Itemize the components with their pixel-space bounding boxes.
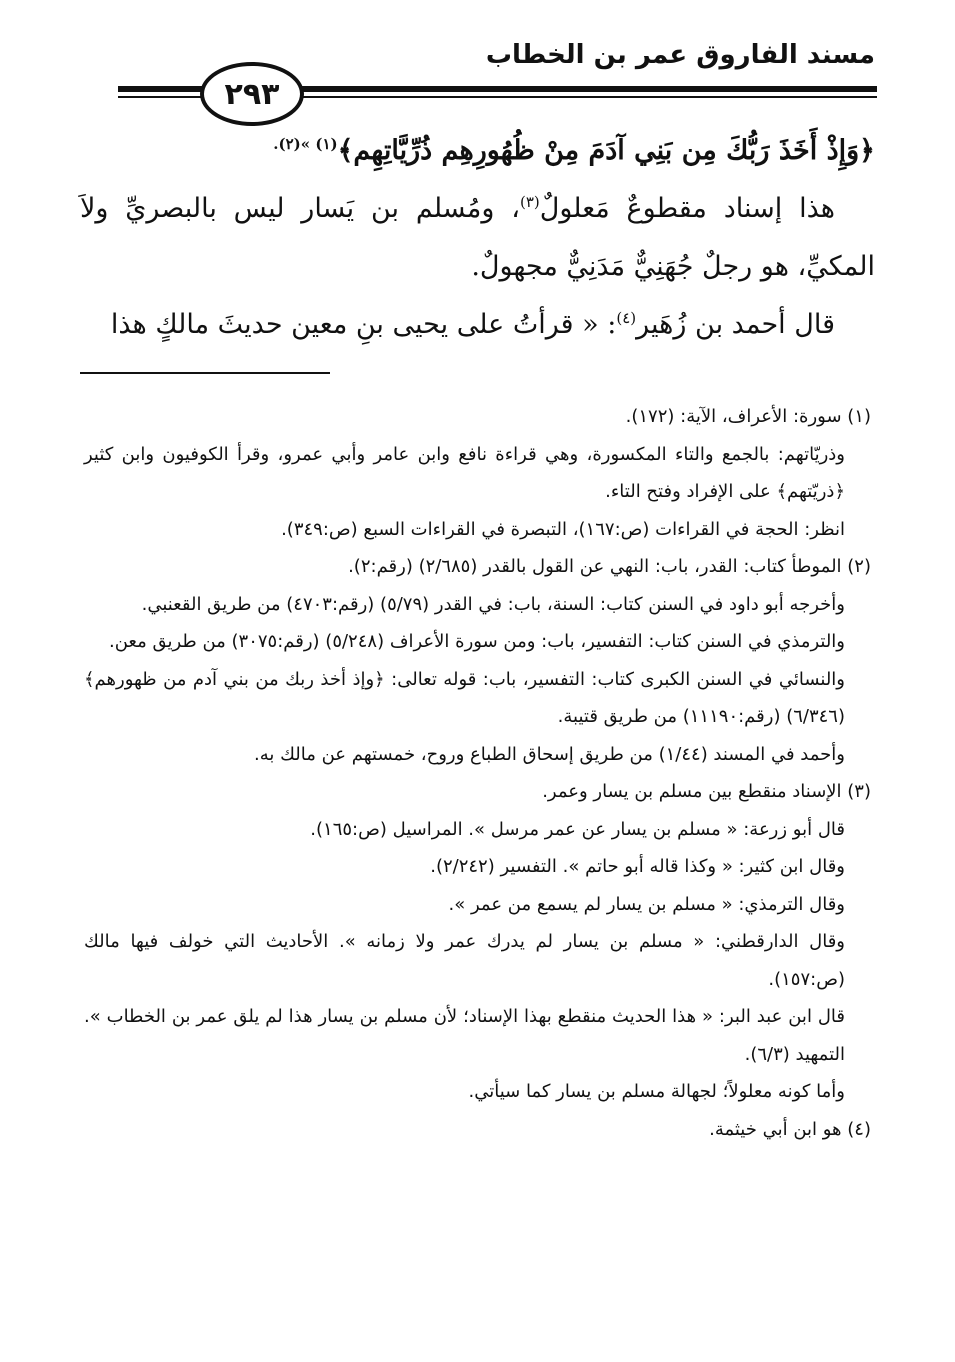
paragraph-quote (80, 296, 875, 354)
paragraph-isnad (80, 180, 875, 296)
paragraph-quote-text-b: : « قرأتُ على يحيى بنِ معين حديثَ مالكٍ هذا (110, 309, 617, 340)
quran-verse (80, 122, 875, 180)
footnote-ref-3: (٣) (519, 193, 540, 211)
verse-text: ﴿وَإِذْ أَخَذَ رَبُّكَ مِن بَنِي آدَمَ مِنْ ظُهُورِهِم ذُرِّيَّاتِهِم﴾ (337, 135, 875, 166)
footnote-line: وأخرجه أبو داود في السنن كتاب: السنة، باب: في القدر (٥/٧٩) (رقم:٤٧٠٣) من طريق القعنبي. (141, 593, 845, 615)
footnote-line: وقال الدارقطني: « مسلم بن يسار لم يدرك عمر ولا زمانه ». الأحاديث التي خولف فيها مالك (ص:١٥٧). (84, 931, 845, 990)
footnote-line: (٣) الإسناد منقطع بين مسلم بن يسار وعمر. (542, 781, 871, 802)
footnote-line: وقال ابن كثير: « وكذا قاله أبو حاتم ». التفسير (٢/٢٤٢). (430, 856, 845, 877)
footnote-ref-4: (٤) (616, 309, 637, 327)
page-number-badge (200, 62, 304, 126)
footnote-line: قال أبو زرعة: « مسلم بن يسار عن عمر مرسل ». المراسيل (ص:١٦٥). (310, 818, 845, 840)
footnote-line: وقال الترمذي: « مسلم بن يسار لم يسمع من عمر ». (448, 893, 845, 915)
page-number: ٢٩٣ (224, 76, 280, 112)
paragraph-isnad-text-b: ، ومُسلم بن يَسار ليس بالبصريِّ ولاَ المكيِّ، هو رجلٌ جُهَنِيٌّ مَدَنِيٌّ مجهولٌ. (80, 193, 875, 282)
footnote-line: وذريّاتهم: بالجمع والتاء المكسورة، وهي قراءة نافع وابن عامر وأبي عمرو، وقرأ الكوفيون وابن كثير ﴿ذريّتهم﴾ على الإفراد وفتح التاء. (84, 443, 845, 502)
footnote-line: وأحمد في المسند (١/٤٤) من طريق إسحاق الطباع وروح، خمستهم عن مالك به. (254, 743, 845, 765)
footnote-line: وأما كونه معلولاً؛ لجهالة مسلم بن يسار كما سيأتي. (468, 1081, 845, 1102)
paragraph-isnad-text-a: هذا إسناد مقطوعٌ مَعلولٌ (539, 193, 835, 224)
footnote-line: والنسائي في السنن الكبرى كتاب: التفسير، باب: قوله تعالى: ﴿وإذ أخذ ربك من بني آدم من ظهورهم﴾ (٦/٣٤٦) (رقم:١١١٩٠) من طريق قتيبة. (84, 668, 845, 727)
footnote-separator (80, 372, 330, 374)
paragraph-quote-text-a: قال أحمد بن زُهَير (636, 309, 835, 340)
running-title: مسند الفاروق عمر بن الخطاب (485, 40, 875, 70)
footnote-line: قال ابن عبد البر: « هذا الحديث منقطع بهذا الإسناد؛ لأن مسلم بن يسار هذا لم يلق عمر بن الخطاب ». التمهيد (٦/٣). (84, 1006, 845, 1065)
verse-footnote-refs: (١) »(٢). (273, 135, 338, 153)
footnote-line: (٢) الموطأ كتاب: القدر، باب: النهي عن القول بالقدر (٢/٦٨٥) (رقم:٢). (348, 556, 871, 577)
footnote-line: والترمذي في السنن كتاب: التفسير، باب: ومن سورة الأعراف (٥/٢٤٨) (رقم:٣٠٧٥) من طريق معن. (108, 631, 845, 652)
footnote-line: (١) سورة: الأعراف، الآية: (١٧٢). (625, 406, 871, 427)
footnote-line: (٤) هو ابن أبي خيثمة. (709, 1118, 871, 1140)
main-text (80, 122, 875, 354)
footnote-line: انظر: الحجة في القراءات (ص:١٦٧)، التبصرة في القراءات السبع (ص:٣٤٩). (281, 518, 845, 540)
footnotes (84, 398, 871, 1148)
